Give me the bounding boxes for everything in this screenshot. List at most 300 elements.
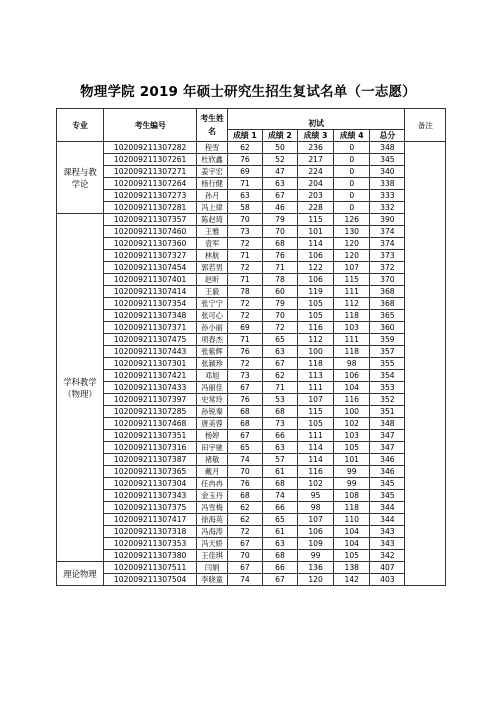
header-score-4: 成绩 4 [334, 130, 370, 142]
name-cell: 杜欣鑫 [197, 154, 228, 166]
total-cell: 343 [370, 538, 405, 550]
major-line2: 学论 [71, 178, 89, 189]
total-cell: 373 [370, 250, 405, 262]
total-cell: 357 [370, 346, 405, 358]
table-row [57, 442, 446, 454]
score-2-cell: 50 [262, 142, 297, 154]
score-1-cell: 72 [227, 526, 262, 538]
table-row [57, 358, 446, 370]
total-cell: 368 [370, 298, 405, 310]
score-3-cell: 114 [298, 442, 334, 454]
exam-no-cell: 102009211307454 [104, 262, 197, 274]
score-4-cell: 108 [334, 490, 370, 502]
header-score-3: 成绩 3 [298, 130, 334, 142]
table-row [57, 238, 446, 250]
exam-no-cell: 102009211307511 [104, 562, 197, 574]
table-row [57, 298, 446, 310]
score-3-cell: 115 [298, 406, 334, 418]
score-4-cell: 0 [334, 154, 370, 166]
score-2-cell: 61 [262, 526, 297, 538]
major-cell [57, 214, 104, 562]
table-row [57, 370, 446, 382]
total-cell: 354 [370, 370, 405, 382]
table-row [57, 430, 446, 442]
total-cell: 403 [370, 574, 405, 586]
score-1-cell: 68 [227, 490, 262, 502]
score-2-cell: 53 [262, 394, 297, 406]
header-name-line2: 名 [208, 127, 216, 136]
table-row [57, 526, 446, 538]
total-cell: 332 [370, 202, 405, 214]
exam-no-cell: 102009211307353 [104, 538, 197, 550]
name-cell: 徐海英 [197, 514, 228, 526]
exam-no-cell: 102009211307460 [104, 226, 197, 238]
exam-no-cell: 102009211307360 [104, 238, 197, 250]
score-4-cell: 130 [334, 226, 370, 238]
exam-no-cell: 102009211307273 [104, 190, 197, 202]
score-1-cell: 65 [227, 442, 262, 454]
score-1-cell: 69 [227, 166, 262, 178]
total-cell: 333 [370, 190, 405, 202]
major-line1: 学科教学 [63, 376, 97, 387]
score-4-cell: 120 [334, 238, 370, 250]
exam-no-cell: 102009211307261 [104, 154, 197, 166]
total-cell: 353 [370, 382, 405, 394]
total-cell: 348 [370, 418, 405, 430]
table-row [57, 502, 446, 514]
name-cell: 张紫辉 [197, 346, 228, 358]
total-cell: 342 [370, 550, 405, 562]
exam-no-cell: 102009211307301 [104, 358, 197, 370]
exam-no-cell: 102009211307417 [104, 514, 197, 526]
score-1-cell: 68 [227, 418, 262, 430]
table-row [57, 286, 446, 298]
score-1-cell: 76 [227, 154, 262, 166]
score-3-cell: 204 [298, 178, 334, 190]
header-score-2: 成绩 2 [262, 130, 297, 142]
name-cell: 冯雪梅 [197, 502, 228, 514]
table-row [57, 178, 446, 190]
major-line1: 课程与教 [63, 166, 97, 177]
score-4-cell: 102 [334, 418, 370, 430]
score-4-cell: 0 [334, 190, 370, 202]
score-2-cell: 46 [262, 202, 297, 214]
exam-no-cell: 102009211307348 [104, 310, 197, 322]
table-row [57, 466, 446, 478]
total-cell: 346 [370, 454, 405, 466]
table-row [57, 154, 446, 166]
score-3-cell: 106 [298, 526, 334, 538]
name-cell: 杨婷 [197, 430, 228, 442]
score-1-cell: 70 [227, 466, 262, 478]
name-cell: 唐美蓉 [197, 418, 228, 430]
score-2-cell: 63 [262, 346, 297, 358]
score-2-cell: 66 [262, 430, 297, 442]
score-1-cell: 68 [227, 406, 262, 418]
score-2-cell: 74 [262, 490, 297, 502]
score-4-cell: 104 [334, 526, 370, 538]
score-4-cell: 99 [334, 478, 370, 490]
exam-no-cell: 102009211307365 [104, 466, 197, 478]
total-cell: 365 [370, 310, 405, 322]
score-4-cell: 138 [334, 562, 370, 574]
score-4-cell: 98 [334, 358, 370, 370]
name-cell: 李晓童 [197, 574, 228, 586]
score-1-cell: 72 [227, 298, 262, 310]
score-1-cell: 67 [227, 430, 262, 442]
score-2-cell: 65 [262, 334, 297, 346]
score-2-cell: 73 [262, 418, 297, 430]
name-cell: 褚敬 [197, 454, 228, 466]
score-2-cell: 68 [262, 478, 297, 490]
name-cell: 张颖珍 [197, 358, 228, 370]
score-1-cell: 74 [227, 574, 262, 586]
score-4-cell: 106 [334, 370, 370, 382]
exam-no-cell: 102009211307271 [104, 166, 197, 178]
score-4-cell: 118 [334, 310, 370, 322]
score-3-cell: 109 [298, 538, 334, 550]
score-4-cell: 111 [334, 286, 370, 298]
exam-no-cell: 102009211307327 [104, 250, 197, 262]
table-row [57, 550, 446, 562]
score-1-cell: 71 [227, 274, 262, 286]
name-cell: 孙月 [197, 190, 228, 202]
score-1-cell: 62 [227, 514, 262, 526]
score-3-cell: 217 [298, 154, 334, 166]
score-4-cell: 101 [334, 454, 370, 466]
table-row [57, 250, 446, 262]
table-row [57, 382, 446, 394]
score-1-cell: 67 [227, 382, 262, 394]
score-3-cell: 114 [298, 238, 334, 250]
exam-no-cell: 102009211307357 [104, 214, 197, 226]
score-3-cell: 105 [298, 310, 334, 322]
name-cell: 张可心 [197, 310, 228, 322]
table-row [57, 142, 446, 154]
score-4-cell: 112 [334, 298, 370, 310]
header-total: 总分 [370, 130, 405, 142]
total-cell: 355 [370, 358, 405, 370]
score-3-cell: 101 [298, 226, 334, 238]
major-line2: （物理） [63, 388, 97, 399]
score-3-cell: 224 [298, 166, 334, 178]
exam-no-cell: 102009211307282 [104, 142, 197, 154]
exam-no-cell: 102009211307304 [104, 478, 197, 490]
total-cell: 344 [370, 502, 405, 514]
total-cell: 348 [370, 142, 405, 154]
exam-no-cell: 102009211307443 [104, 346, 197, 358]
total-cell: 338 [370, 178, 405, 190]
name-cell: 王佳琪 [197, 550, 228, 562]
total-cell: 347 [370, 442, 405, 454]
header-major: 专业 [57, 109, 104, 142]
table-row [57, 406, 446, 418]
score-3-cell: 116 [298, 322, 334, 334]
name-cell: 袁军 [197, 238, 228, 250]
total-cell: 368 [370, 286, 405, 298]
score-1-cell: 72 [227, 310, 262, 322]
name-cell: 邓旭 [197, 370, 228, 382]
table-row [57, 346, 446, 358]
exam-no-cell: 102009211307318 [104, 526, 197, 538]
name-cell: 闫娟 [197, 562, 228, 574]
score-1-cell: 69 [227, 322, 262, 334]
total-cell: 343 [370, 526, 405, 538]
name-cell: 冯丽佳 [197, 382, 228, 394]
name-cell: 田宇驰 [197, 442, 228, 454]
score-1-cell: 72 [227, 238, 262, 250]
score-3-cell: 111 [298, 430, 334, 442]
score-1-cell: 67 [227, 538, 262, 550]
table-row [57, 490, 446, 502]
exam-no-cell: 102009211307414 [104, 286, 197, 298]
score-2-cell: 63 [262, 178, 297, 190]
exam-no-cell: 102009211307421 [104, 370, 197, 382]
score-3-cell: 113 [298, 370, 334, 382]
name-cell: 冯海涛 [197, 526, 228, 538]
score-1-cell: 67 [227, 562, 262, 574]
name-cell: 程雪 [197, 142, 228, 154]
score-4-cell: 126 [334, 214, 370, 226]
header-exam-no: 考生编号 [104, 109, 197, 142]
score-4-cell: 111 [334, 334, 370, 346]
score-1-cell: 74 [227, 454, 262, 466]
score-2-cell: 62 [262, 370, 297, 382]
exam-no-cell: 102009211307264 [104, 178, 197, 190]
table-row [57, 418, 446, 430]
table-row [57, 166, 446, 178]
score-2-cell: 71 [262, 382, 297, 394]
score-2-cell: 63 [262, 538, 297, 550]
major-line1: 理论物理 [63, 568, 97, 579]
table-row [57, 334, 446, 346]
total-cell: 347 [370, 430, 405, 442]
score-4-cell: 118 [334, 346, 370, 358]
score-4-cell: 105 [334, 550, 370, 562]
score-1-cell: 71 [227, 178, 262, 190]
score-2-cell: 66 [262, 502, 297, 514]
score-3-cell: 203 [298, 190, 334, 202]
total-cell: 344 [370, 514, 405, 526]
score-3-cell: 102 [298, 478, 334, 490]
exam-no-cell: 102009211307504 [104, 574, 197, 586]
name-cell: 冯天娇 [197, 538, 228, 550]
name-cell: 项春杰 [197, 334, 228, 346]
exam-no-cell: 102009211307475 [104, 334, 197, 346]
name-cell: 戴月 [197, 466, 228, 478]
table-row [57, 478, 446, 490]
score-3-cell: 122 [298, 262, 334, 274]
score-2-cell: 65 [262, 514, 297, 526]
exam-no-cell: 102009211307316 [104, 442, 197, 454]
exam-no-cell: 102009211307351 [104, 430, 197, 442]
total-cell: 345 [370, 154, 405, 166]
score-4-cell: 104 [334, 382, 370, 394]
score-1-cell: 78 [227, 286, 262, 298]
exam-no-cell: 102009211307354 [104, 298, 197, 310]
score-2-cell: 79 [262, 298, 297, 310]
score-4-cell: 99 [334, 466, 370, 478]
score-2-cell: 52 [262, 154, 297, 166]
exam-no-cell: 102009211307371 [104, 322, 197, 334]
score-2-cell: 67 [262, 358, 297, 370]
remark-cell [405, 142, 446, 586]
score-4-cell: 100 [334, 406, 370, 418]
header-remark: 备注 [405, 109, 446, 142]
total-cell: 407 [370, 562, 405, 574]
score-4-cell: 105 [334, 442, 370, 454]
exam-no-cell: 102009211307387 [104, 454, 197, 466]
score-4-cell: 142 [334, 574, 370, 586]
name-cell: 陈赵琦 [197, 214, 228, 226]
score-3-cell: 118 [298, 358, 334, 370]
table-row [57, 274, 446, 286]
header-name [197, 109, 228, 142]
score-4-cell: 118 [334, 502, 370, 514]
name-cell: 孙小丽 [197, 322, 228, 334]
score-2-cell: 68 [262, 238, 297, 250]
score-3-cell: 136 [298, 562, 334, 574]
name-cell: 孙锐秦 [197, 406, 228, 418]
score-3-cell: 115 [298, 214, 334, 226]
score-3-cell: 119 [298, 286, 334, 298]
score-2-cell: 68 [262, 406, 297, 418]
major-cell [57, 142, 104, 214]
header-score-1: 成绩 1 [227, 130, 262, 142]
exam-no-cell: 102009211307468 [104, 418, 197, 430]
score-3-cell: 120 [298, 574, 334, 586]
score-2-cell: 68 [262, 550, 297, 562]
score-4-cell: 104 [334, 538, 370, 550]
score-2-cell: 67 [262, 190, 297, 202]
total-cell: 390 [370, 214, 405, 226]
score-3-cell: 107 [298, 514, 334, 526]
exam-no-cell: 102009211307285 [104, 406, 197, 418]
score-2-cell: 71 [262, 262, 297, 274]
total-cell: 359 [370, 334, 405, 346]
score-1-cell: 71 [227, 250, 262, 262]
score-2-cell: 61 [262, 466, 297, 478]
score-1-cell: 73 [227, 226, 262, 238]
score-3-cell: 116 [298, 466, 334, 478]
score-4-cell: 0 [334, 178, 370, 190]
name-cell: 姜宇宏 [197, 166, 228, 178]
score-1-cell: 72 [227, 358, 262, 370]
score-3-cell: 95 [298, 490, 334, 502]
header-initial: 初试 [227, 109, 405, 130]
score-3-cell: 98 [298, 502, 334, 514]
score-4-cell: 0 [334, 166, 370, 178]
score-3-cell: 236 [298, 142, 334, 154]
score-3-cell: 228 [298, 202, 334, 214]
score-4-cell: 110 [334, 514, 370, 526]
score-3-cell: 106 [298, 274, 334, 286]
table-row [57, 538, 446, 550]
score-1-cell: 70 [227, 550, 262, 562]
score-3-cell: 99 [298, 550, 334, 562]
score-4-cell: 103 [334, 430, 370, 442]
total-cell: 345 [370, 490, 405, 502]
total-cell: 372 [370, 262, 405, 274]
score-4-cell: 0 [334, 202, 370, 214]
table-row [57, 562, 446, 574]
total-cell: 340 [370, 166, 405, 178]
score-table [56, 108, 446, 586]
table-row [57, 226, 446, 238]
exam-no-cell: 102009211307343 [104, 490, 197, 502]
score-1-cell: 63 [227, 190, 262, 202]
table-row [57, 202, 446, 214]
name-cell: 杨行健 [197, 178, 228, 190]
total-cell: 345 [370, 478, 405, 490]
score-1-cell: 62 [227, 502, 262, 514]
total-cell: 351 [370, 406, 405, 418]
score-2-cell: 78 [262, 274, 297, 286]
score-2-cell: 57 [262, 454, 297, 466]
score-4-cell: 107 [334, 262, 370, 274]
total-cell: 360 [370, 322, 405, 334]
table-row [57, 190, 446, 202]
score-4-cell: 103 [334, 322, 370, 334]
table-row [57, 574, 446, 586]
total-cell: 370 [370, 274, 405, 286]
table-row [57, 514, 446, 526]
score-1-cell: 73 [227, 370, 262, 382]
name-cell: 金玉丹 [197, 490, 228, 502]
score-1-cell: 76 [227, 478, 262, 490]
score-3-cell: 100 [298, 346, 334, 358]
name-cell: 王雅 [197, 226, 228, 238]
score-1-cell: 76 [227, 394, 262, 406]
name-cell: 史常玲 [197, 394, 228, 406]
table-row [57, 214, 446, 226]
score-1-cell: 76 [227, 346, 262, 358]
exam-no-cell: 102009211307397 [104, 394, 197, 406]
name-cell: 林航 [197, 250, 228, 262]
total-cell: 374 [370, 238, 405, 250]
score-3-cell: 106 [298, 250, 334, 262]
exam-no-cell: 102009211307433 [104, 382, 197, 394]
total-cell: 352 [370, 394, 405, 406]
score-1-cell: 72 [227, 262, 262, 274]
exam-no-cell: 102009211307281 [104, 202, 197, 214]
score-3-cell: 107 [298, 394, 334, 406]
table-row [57, 454, 446, 466]
exam-no-cell: 102009211307380 [104, 550, 197, 562]
score-4-cell: 115 [334, 274, 370, 286]
score-2-cell: 72 [262, 322, 297, 334]
total-cell: 346 [370, 466, 405, 478]
table-body [57, 142, 446, 586]
score-2-cell: 63 [262, 442, 297, 454]
table-row [57, 310, 446, 322]
name-cell: 赵昕 [197, 274, 228, 286]
score-3-cell: 105 [298, 298, 334, 310]
score-2-cell: 70 [262, 310, 297, 322]
name-cell: 郭若男 [197, 262, 228, 274]
score-4-cell: 116 [334, 394, 370, 406]
total-cell: 374 [370, 226, 405, 238]
score-2-cell: 76 [262, 250, 297, 262]
exam-no-cell: 102009211307375 [104, 502, 197, 514]
score-1-cell: 62 [227, 142, 262, 154]
score-2-cell: 60 [262, 286, 297, 298]
score-1-cell: 70 [227, 214, 262, 226]
score-3-cell: 105 [298, 418, 334, 430]
score-2-cell: 67 [262, 574, 297, 586]
score-3-cell: 111 [298, 382, 334, 394]
name-cell: 张宁宁 [197, 298, 228, 310]
